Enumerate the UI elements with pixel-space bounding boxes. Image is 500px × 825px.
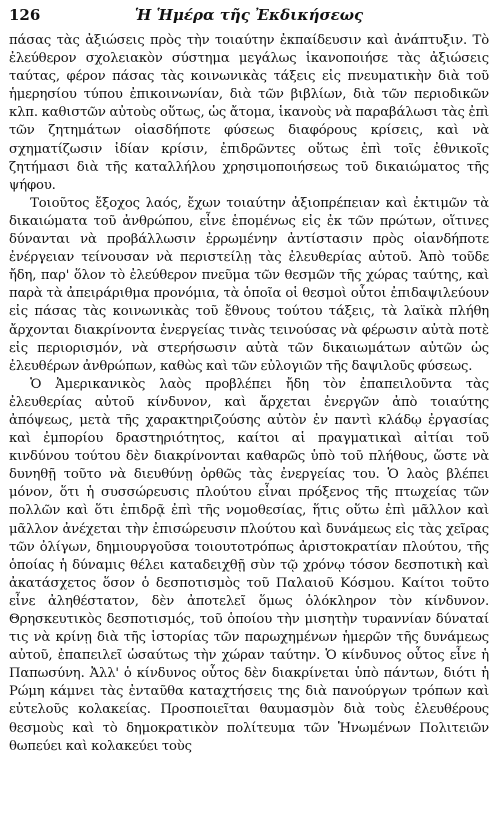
body-text (9, 32, 489, 756)
document-page (9, 6, 489, 756)
page-header (9, 6, 489, 32)
running-title: Ἡ Ἡμέρα τῆς Ἐκδικήσεως (134, 6, 364, 24)
paragraph: Ὁ Ἀμερικανικὸς λαὸς προβλέπει ἤδη τὸν ἐπαπειλοῦντα τὰς ἐλευθερίας αὐτοῦ κίνδυνον, καὶ ἄρχεται ἐνεργῶν ἀπὸ τοιαύτης ἀπόψεως, μετὰ τῆς χαρακτηριζούσης αὐτὸν ἐν παντὶ κλάδῳ ἐργασίας καὶ ἐμπορίου δραστηριότητος, καίτοι αἱ πραγματικαὶ αἰτίαι τοῦ κινδύνου τούτου δὲν διακρίνονται καθαρῶς ὑπὸ τοῦ πλήθους, ὥστε νὰ δυνηθῇ τοῦτο νὰ διευθύνῃ ὀρθῶς τὰς ἐνεργείας του. Ὁ λαὸς βλέπει μόνον, ὅτι ἡ συσσώρευσις πλούτου εἶναι πρόξενος τῆς πτωχείας τῶν πολλῶν καὶ ὅτι ἐπιδρᾷ ἐπὶ τῆς νομοθεσίας, ἥτις οὕτω ἐπὶ μᾶλλον καὶ μᾶλλον ἀνέχεται τὴν ἐπισώρευσιν πλούτου καὶ δυνάμεως εἰς τὰς χεῖρας τῶν ὀλίγων, δημιουργοῦσα τοιουτοτρόπως ἀριστοκρατίαν πλούτου, τῆς ὁποίας ἡ δύναμις θέλει καταδειχθῇ σὺν τῷ χρόνῳ τόσον δεσποτικὴ καὶ ἀκατάσχετος ὅσον ὁ δεσποτισμὸς τοῦ Παλαιοῦ Κόσμου. Καίτοι τοῦτο εἶνε ἀληθέστατον, δὲν ἀποτελεῖ ὅμως ὁλόκληρον τὸν κίνδυνον. Θρησκευτικὸς δεσποτισμός, τοῦ ὁποίου τὴν μισητὴν τυραννίαν δύναταί τις νὰ κρίνῃ διὰ τῆς ἱστορίας τῶν παρωχημένων ἡμερῶν τῆς δυνάμεως αὐτοῦ, ἐπαπειλεῖ ὡσαύτως τὴν χώραν ταύτην. Ὁ κίνδυνος οὗτος εἶνε ἡ Παπωσύνη. Ἀλλ' ὁ κίνδυνος οὗτος δὲν διακρίνεται ὑπὸ πάντων, διότι ἡ Ρώμη κάμνει τὰς ἐνταῦθα καταχτήσεις της διὰ πανούργων τρόπων καὶ εὐτελοῦς κολακείας. Προσποιεῖται θαυμασμὸν διὰ τοὺς ἐλευθέρους θεσμοὺς καὶ τὸ δημοκρατικὸν πολίτευμα τῶν Ἡνωμένων Πολιτειῶν θωπεύει καὶ κολακεύει τοὺς (9, 376, 489, 754)
paragraph: Τοιοῦτος ἔξοχος λαός, ἔχων τοιαύτην ἀξιοπρέπειαν καὶ ἐκτιμῶν τὰ δικαιώματα τοῦ ἀνθρώπου, εἶνε ἑπομένως εἰς ἐκ τῶν πρώτων, οἵτινες δύνανται νὰ προβάλλωσιν ἐρρωμένην ἀντίστασιν πρὸς οἱανδήποτε ἐνέργειαν τείνουσαν νὰ περιστείλῃ τὰς ἐλευθερίας αὐτοῦ. Ἀπὸ τοῦδε ἤδη, παρ' ὅλον τὸ ἐλεύθερον πνεῦμα τῶν θεσμῶν τῆς χώρας ταύτης, καὶ παρὰ τὰ ἀπειράριθμα προνόμια, τὰ ὁποῖα οἱ θεσμοὶ οὗτοι ἐπιδαψιλεύουν εἰς πάσας τὰς κοινωνικὰς τοῦ ἔθνους τούτου τάξεις, τὰ λαϊκὰ πλήθη ἄρχονται διακρίνοντα ἐνεργείας τινὰς τεινούσας νὰ φέρωσιν αὐτὰ ποτὲ εἰς περιορισμόν, νὰ στερήσωσιν αὐτὰ τῶν δικαιωμάτων αὐτῶν ὡς ἐλευθέρων ἀνθρώπων, καθὼς καὶ τῶν εὐλογιῶν τῆς δαψιλοῦς φύσεως. (9, 195, 489, 374)
page-number: 126 (9, 6, 41, 24)
paragraph-continued: πάσας τὰς ἀξιώσεις πρὸς τὴν τοιαύτην ἐκπαίδευσιν καὶ ἀνάπτυξιν. Τὸ ἐλεύθερον σχολειακὸν σύστημα μεγάλως ἱκανοποιήσε τὰς ἀξιώσεις ταύτας, φέρον πάσας τὰς κοινωνικὰς τάξεις εἰς πνευματικὴν διὰ τοῦ ἡμερησίου τύπου ἐπικοινωνίαν, διὰ τῶν βιβλίων, διὰ τῶν περιοδικῶν κλπ. καθιστῶν αὐτοὺς οὕτως, ὡς ἄτομα, ἱκανοὺς νὰ παραβάλωσι τὰς ἐπὶ τῶν ζητημάτων οἱασδήποτε φύσεως διαφόρους κρίσεις, καὶ νὰ σχηματίζωσιν ἰδίαν κρίσιν, ἐπιδρῶντες οὕτως ἐπὶ τοῖς ἐθνικοῖς ζητήμασι διὰ τῆς καταλλήλου χρησιμοποιήσεως τοῦ δικαιώματος τῆς ψήφου. (9, 33, 489, 193)
